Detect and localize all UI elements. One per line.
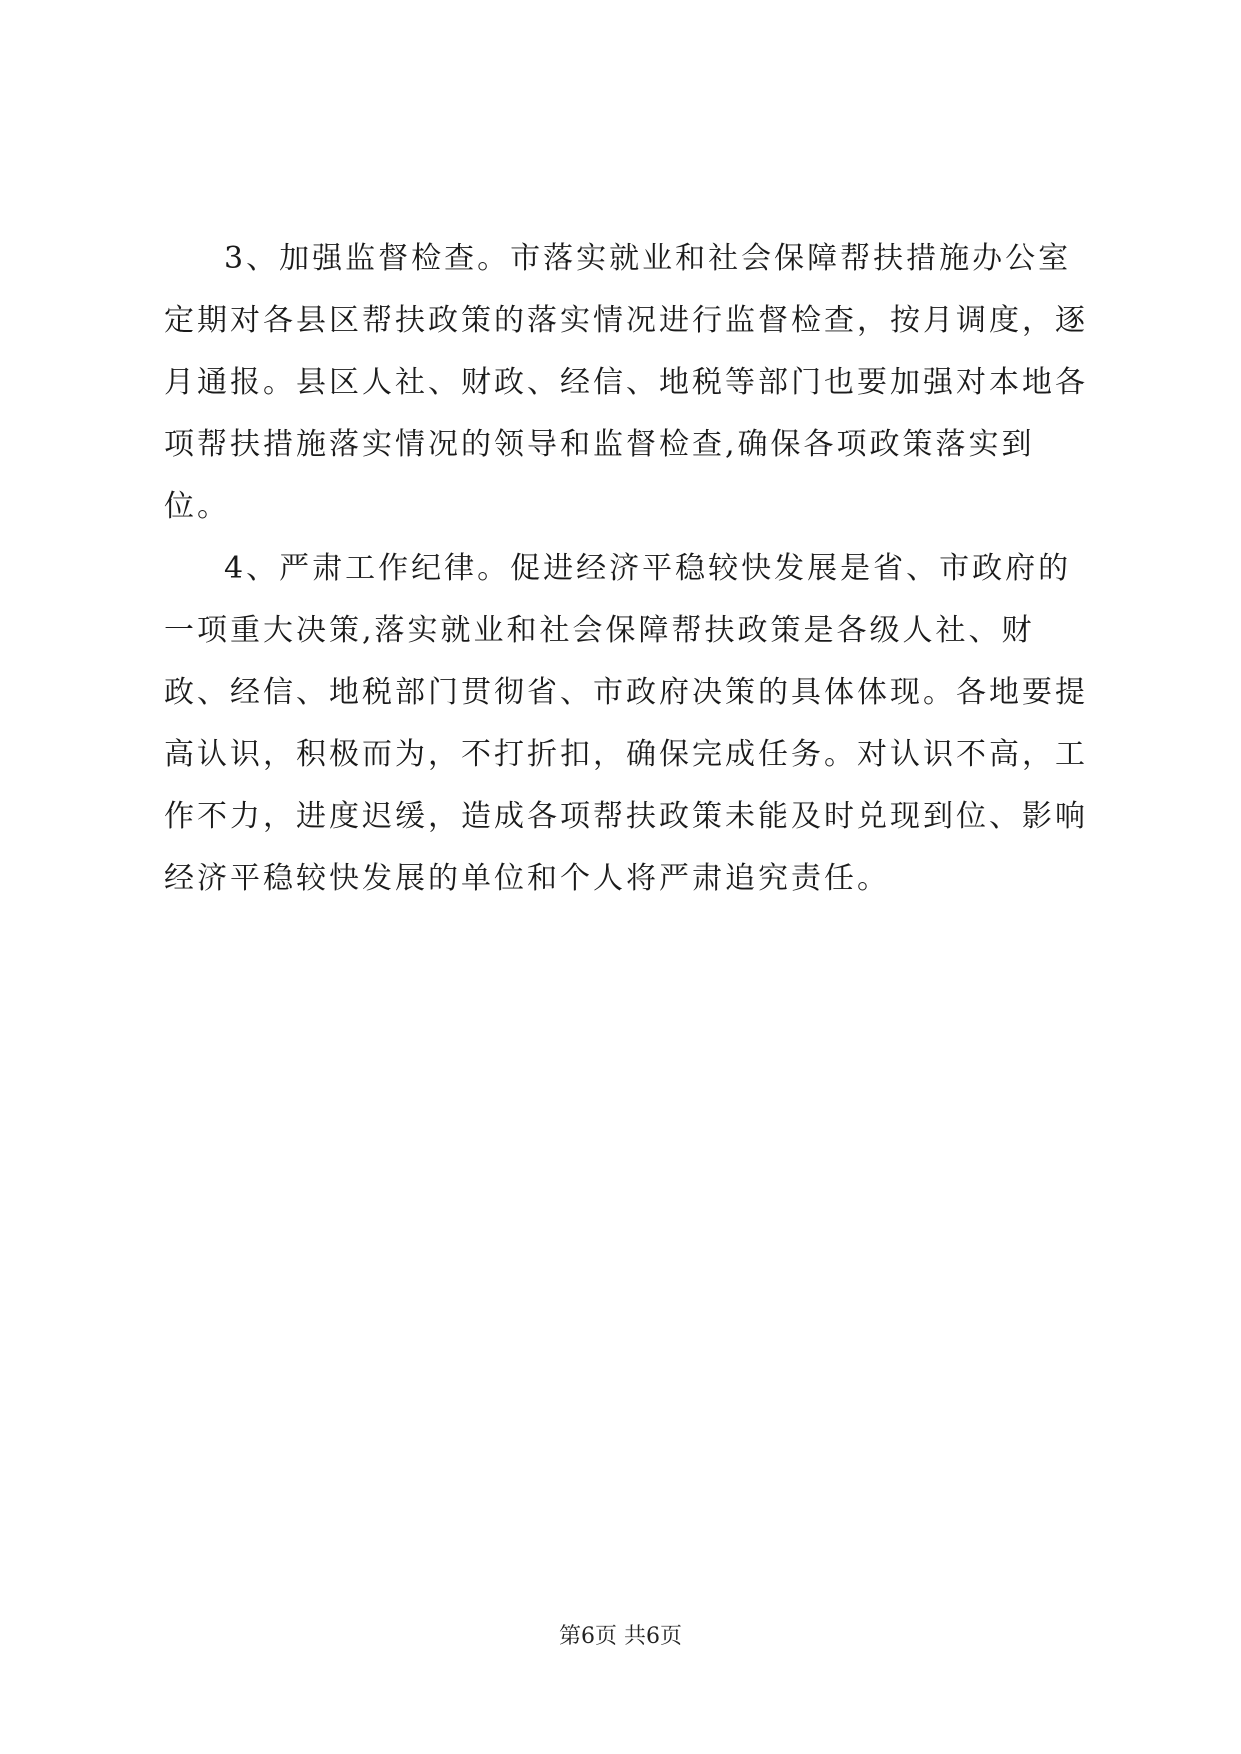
- paragraph-discipline: 4、严肃工作纪律。促进经济平稳较快发展是省、市政府的一项重大决策,落实就业和社会保障帮扶政策是各级人社、财政、经信、地税部门贯彻省、市政府决策的具体体现。各地要提高认识，积极而为，不打折扣，确保完成任务。对认识不高，工作不力，进度迟缓，造成各项帮扶政策未能及时兑现到位、影响经济平稳较快发展的单位和个人将严肃追究责任。: [164, 551, 1088, 896]
- page-footer: 第6页 共6页: [559, 1624, 682, 1649]
- paragraph-supervision: 3、加强监督检查。市落实就业和社会保障帮扶措施办公室定期对各县区帮扶政策的落实情况进行监督检查，按月调度，逐月通报。县区人社、财政、经信、地税等部门也要加强对本地各项帮扶措施落实情况的领导和监督检查,确保各项政策落实到位。: [164, 241, 1088, 524]
- document-body: [164, 228, 1094, 910]
